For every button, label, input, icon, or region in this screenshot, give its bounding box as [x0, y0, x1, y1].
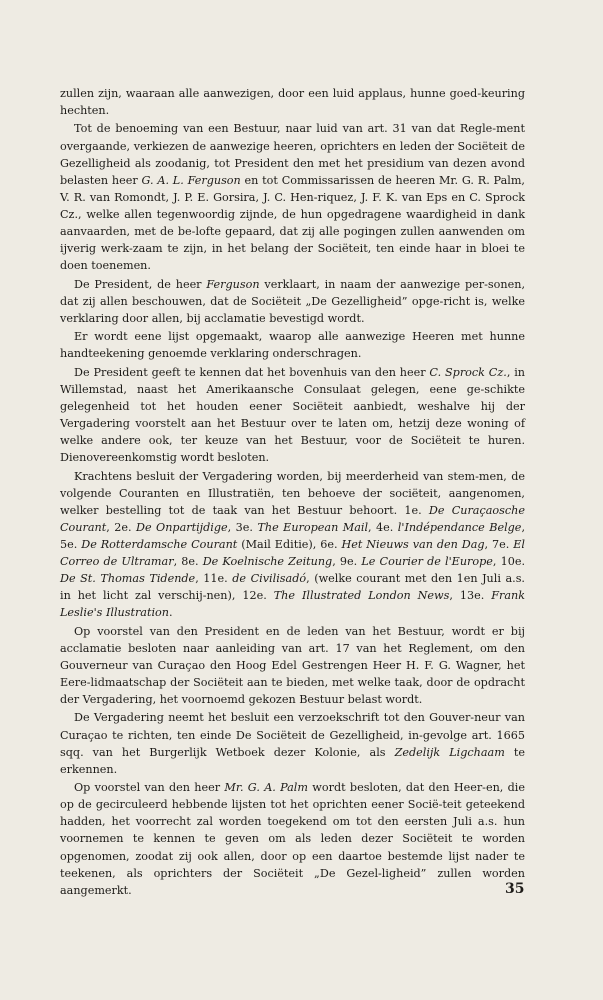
text-run: De President, de heer [74, 277, 207, 291]
italic-text-run: De Onpartijdige [136, 520, 228, 534]
italic-text-run: De Koelnische Zeitung [202, 555, 333, 569]
text-run: , 2e. [106, 520, 136, 534]
text-run: , 7e. [484, 537, 514, 551]
paragraph [60, 468, 525, 622]
paragraph [60, 276, 525, 327]
text-run: , 3e. [227, 520, 258, 534]
text-run: De Vergadering neemt het besluit een verzoekschrift tot den Gouver-neur van Curaçao te richten, ten einde De Sociëteit de Gezelligheid, in-gevolge art. 1665 sqq. van het Burgerlijk Wetboek dezer Kolonie, als [60, 711, 525, 759]
text-run: (Mail Editie), 6e. [237, 537, 342, 551]
text-run: , 4e. [368, 520, 398, 534]
page-number: 35 [505, 881, 525, 897]
text-run: , 13e. [449, 589, 492, 603]
text-run: , in Willemstad, naast het Amerikaansche Consulaat gelegen, eene ge-schikte gelegenheid tot het houden eener Sociëteit aanbiedt, weshalve hij der Vergadering voorstelt aan het Bestuur over te laten om, hetzij deze woning of welke andere ook, ter keuze van het Bestuur, voor de Sociëteit te huren. Dienovereenkomstig wordt besloten. [60, 365, 526, 465]
italic-text-run: de Civilisadó [232, 572, 307, 586]
text-run: te erkennen. [60, 745, 525, 776]
text-run: zullen zijn, waaraan alle aanwezigen, door een luid applaus, hunne goed-keuring hechten. [60, 87, 525, 118]
italic-text-run: Het Nieuws van den Dag [341, 537, 485, 551]
italic-text-run: G. A. L. Ferguson [141, 173, 241, 187]
italic-text-run: Le Courier de l'Europe [361, 555, 493, 569]
text-run: , 11e. [195, 572, 233, 586]
text-run: , 5e. [60, 520, 525, 551]
paragraph [60, 328, 525, 362]
paragraph [60, 85, 525, 119]
text-run: Er wordt eene lijst opgemaakt, waarop alle aanwezige Heeren met hunne handteekening genoemde verklaring onderschragen. [60, 330, 525, 361]
italic-text-run: The Illustrated London News [273, 589, 450, 603]
italic-text-run: The European Mail [257, 520, 369, 534]
italic-text-run: Frank Leslie's Illustration [60, 589, 525, 620]
italic-text-run: De Rotterdamsche Courant [81, 537, 238, 551]
page-text-body [60, 85, 525, 900]
italic-text-run: De St. Thomas Tidende [60, 572, 196, 586]
text-run: verklaart, in naam der aanwezige per-sonen, dat zij allen beschouwen, dat de Sociëteit „De Gezelligheid” opge-richt is, welke verklaring door allen, bij acclamatie bevestigd wordt. [60, 277, 525, 325]
text-run: , 9e. [332, 555, 362, 569]
text-run: De President geeft te kennen dat het bovenhuis van den heer [74, 365, 430, 379]
text-run: Op voorstel van den heer [74, 781, 225, 795]
text-run: Tot de benoeming van een Bestuur, naar luid van art. 31 van dat Regle-ment overgaande, verkiezen de aanwezige heeren, oprichters en leden der Sociëteit de Gezelligheid als zoodanig, tot President den met het presidium van dezen avond belasten heer [60, 122, 525, 187]
text-run: , (welke courant met den 1en Juli a.s. in het licht zal verschij-nen), 12e. [60, 572, 525, 603]
italic-text-run: Mr. G. A. Palm [224, 781, 308, 795]
italic-text-run: C. Sprock Cz. [429, 365, 507, 379]
italic-text-run: De Curaçaosche Courant [60, 503, 525, 534]
text-run: Op voorstel van den President en de leden van het Bestuur, wordt er bij acclamatie besloten naar aanleiding van art. 17 van het Reglement, om den Gouverneur van Curaçao den Hoog Edel Gestrengen Heer H. F. G. Wagner, het Eere-lidmaatschap der Sociëteit aan te bieden, met welke taak, door de opdracht der Vergadering, het voornoemd gekozen Bestuur belast wordt. [60, 624, 525, 707]
paragraph [60, 120, 525, 274]
italic-text-run: Zedelijk Ligchaam [394, 745, 505, 759]
text-run: en tot Commissarissen de heeren Mr. G. R. Palm, V. R. van Romondt, J. P. E. Gorsira, J. C. Hen-riquez, J. F. K. van Eps en C. Sprock Cz., welke allen tegenwoordig zijnde, de hun opgedragene waardigheid in dank aanvaarden, met de be-lofte gepaard, dat zij alle pogingen zullen aanwenden om ijverig werk-zaam te zijn, in het belang der Sociëteit, ten einde haar in bloei te doen toenemen. [60, 173, 525, 273]
text-run: . [169, 606, 173, 620]
paragraph [60, 623, 525, 708]
text-run: wordt besloten, dat den Heer-en, die op de gecirculeerd hebbende lijsten tot het oprichten eener Socië-teit geteekend hadden, het voorrecht zal worden toegekend om tot den eersten Juli a.s. hun voornemen te kennen te geven om als leden dezer Sociëteit te worden opgenomen, zoodat zij ook allen, door op een daartoe bestemde lijst nader te teekenen, als oprichters der Sociëteit „De Gezel-ligheid” zullen worden aangemerkt. [60, 781, 525, 897]
paragraph [60, 779, 525, 899]
italic-text-run: El Correo de Ultramar [60, 537, 526, 569]
text-run: , 8e. [173, 555, 203, 569]
italic-text-run: l'Indépendance Belge [397, 520, 522, 534]
text-run: , 10e. [492, 555, 526, 569]
italic-text-run: Ferguson [206, 277, 260, 291]
text-run: Krachtens besluit der Vergadering worden, bij meerderheid van stem-men, de volgende Couranten en Illustratiën, ten behoeve der sociëteit, aangenomen, welker bestelling tot de taak van het Bestuur behoort. 1e. [60, 469, 525, 517]
paragraph [60, 364, 525, 467]
paragraph [60, 709, 525, 777]
